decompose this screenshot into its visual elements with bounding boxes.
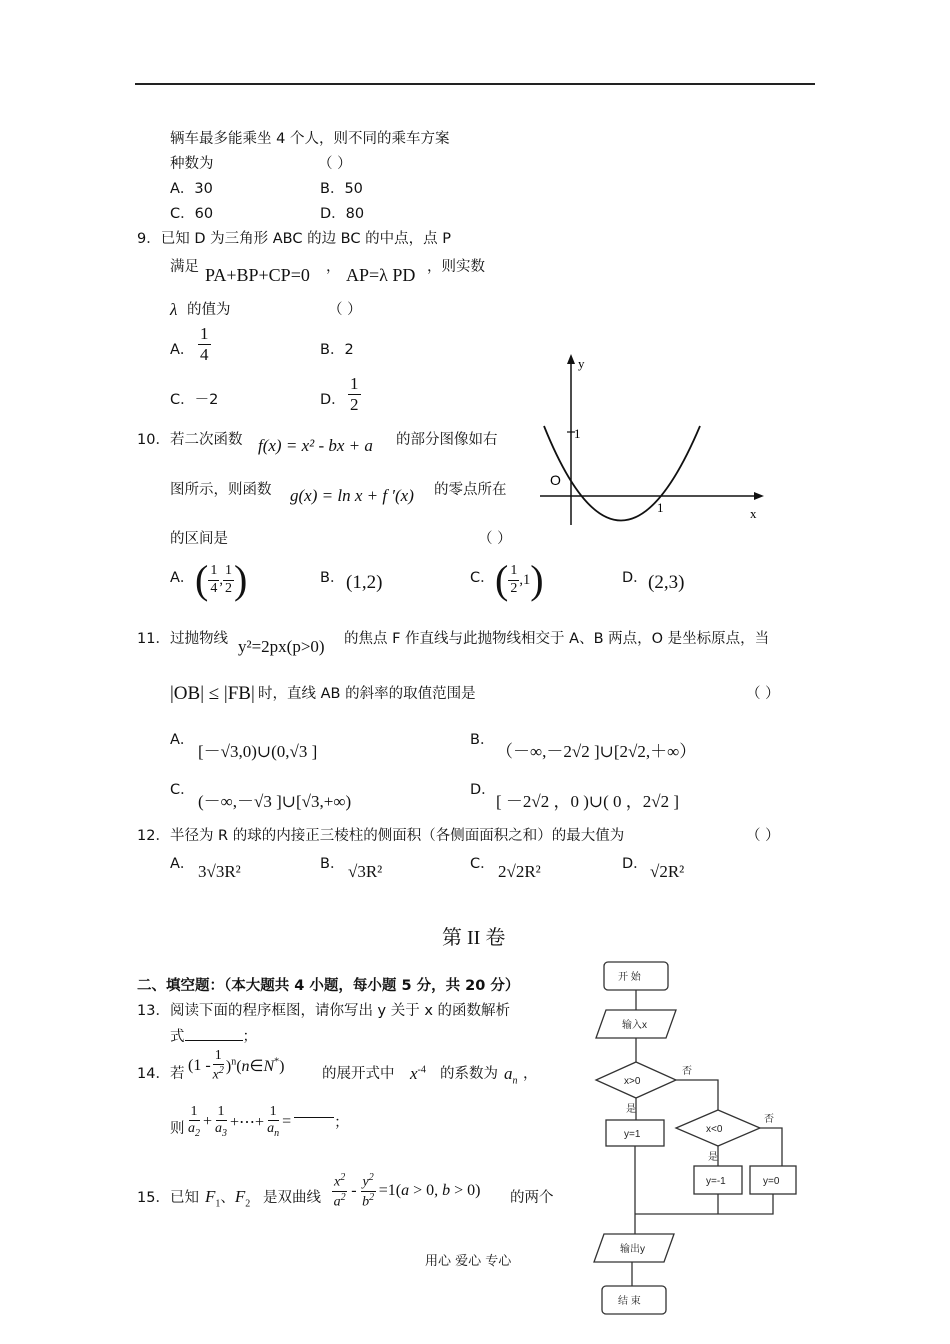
q10-lead2: 图所示，则函数: [170, 482, 272, 498]
q10-option-b-value: (1,2): [346, 572, 383, 593]
q14-an: $a_n$: [504, 1064, 518, 1087]
comma: ,: [219, 571, 223, 588]
q11-expression: y²=2px(p>0): [238, 637, 325, 656]
frac-a2: [188, 1104, 200, 1139]
frac-num: 1: [213, 1048, 224, 1065]
q14-end: ，: [523, 1066, 538, 1082]
q10-option-d-label: D．: [622, 570, 648, 586]
q12-option-d-label: D．: [622, 856, 648, 872]
equals: =: [282, 1112, 292, 1130]
frac-den: 2: [224, 580, 232, 596]
frac-den: $a_n$: [267, 1121, 280, 1139]
q13-answer-blank: [185, 1040, 243, 1041]
frac-an: [267, 1104, 279, 1139]
output-label: 输出y: [620, 1244, 645, 1255]
origin-label: O: [550, 472, 561, 488]
q11-option-c-label: C．: [170, 782, 195, 798]
q10-option-b-label: B．: [320, 570, 345, 586]
q13-line2: [170, 1025, 257, 1046]
frac-den: $x^2$: [212, 1065, 224, 1083]
section-heading: 二、填空题：（本大题共 4 小题，每小题 5 分，共 20 分）: [137, 978, 520, 994]
frac-a2: [223, 563, 234, 596]
q10-number: 10．若二次函数: [137, 432, 243, 448]
q9-line1: 9．已知 D 为三角形 ABC 的边 BC 的中点，点 P: [137, 231, 451, 247]
yes2-label: 是: [708, 1152, 718, 1163]
q10-option-d-value: (2,3): [648, 572, 685, 593]
q9-d-denominator: 2: [350, 394, 359, 414]
q10-tail1: 的部分图像如右: [396, 432, 498, 448]
frac-x: [332, 1172, 347, 1211]
no2-line: [760, 1128, 782, 1166]
q11-number: 11．过抛物线: [137, 631, 228, 647]
q10-f-expression: f(x) = x² - bx + a: [258, 436, 373, 455]
cond1-label: x>0: [624, 1076, 641, 1087]
frac-num: 1: [189, 1104, 200, 1121]
q12-option-c-value: 2√2R²: [498, 862, 541, 881]
q14-fraction: [213, 1048, 224, 1084]
program-flowchart: [578, 952, 808, 1322]
q9-line3: 的值为: [187, 302, 231, 318]
start-label: 开 始: [618, 972, 641, 983]
q11-option-b-label: B．: [470, 732, 495, 748]
merge-line2: [635, 1194, 773, 1214]
frac-den: 4: [210, 580, 218, 596]
frac-c1: [508, 563, 519, 596]
c2-tail: ,1: [519, 571, 531, 588]
q8-option-a: A．30: [170, 181, 213, 197]
q9-comma: ，: [326, 259, 341, 275]
end-label: 结 束: [618, 1296, 641, 1307]
q9-option-d-label: D．: [320, 392, 346, 408]
cond2-label: x<0: [706, 1124, 723, 1135]
y-label: y: [578, 356, 585, 371]
q9-expr1: PA+BP+CP=0: [205, 265, 310, 285]
q11-option-c-value: (－∞,－√3 ]∪[√3,+∞): [198, 792, 352, 811]
q14-expression: [188, 1048, 284, 1084]
frac-num: 1: [208, 563, 219, 580]
section-title: 第 II 卷: [442, 927, 506, 949]
q14-mid: 的展开式中: [322, 1066, 395, 1082]
q15-foci: $F_1$、$F_2$: [205, 1187, 251, 1210]
q9-paren: （ ）: [328, 302, 362, 318]
q10-option-a-label: A．: [170, 570, 195, 586]
q12-option-a-value: 3√3R²: [198, 862, 241, 881]
q12-option-b-value: √3R²: [348, 862, 383, 881]
q11-option-a-value: [－√3,0)∪(0,√3 ]: [198, 742, 318, 761]
q9-lead: 满足: [170, 259, 199, 275]
frac-y: [361, 1172, 376, 1211]
frac-den: $a^2$: [333, 1191, 346, 1210]
q11-paren: （ ）: [746, 686, 780, 702]
input-label: 输入x: [622, 1020, 647, 1031]
plus-dots: +⋯+: [230, 1113, 265, 1131]
q11-option-d-value: [ －2√2 ，0 )∪( 0 ，2√2 ]: [496, 792, 680, 811]
frac-num: 1: [508, 563, 519, 580]
q13-semicolon: ；: [242, 1029, 257, 1045]
paren-close: )$^n$(n∈N*): [225, 1056, 285, 1075]
plus: +: [203, 1112, 213, 1130]
frac-num: 1: [216, 1104, 227, 1121]
q15-equation: [332, 1172, 481, 1211]
paren-right: ): [530, 557, 544, 602]
q12-option-a-label: A．: [170, 856, 195, 872]
frac-num: 1: [268, 1104, 279, 1121]
q10-g-expression: g(x) = ln x + f ′(x): [290, 486, 414, 505]
y-axis-arrow: [567, 354, 575, 364]
x-tick-label: 1: [657, 500, 664, 515]
q9-d-numerator: 1: [350, 374, 359, 393]
frac-num: $y^2$: [361, 1172, 376, 1192]
y1-label: y=1: [624, 1129, 641, 1140]
q12-option-b-label: B．: [320, 856, 345, 872]
q9-option-a-fraction: [198, 324, 211, 364]
q9-option-a-label: A．: [170, 342, 195, 358]
frac-a3: [215, 1104, 227, 1139]
q9-a-denominator: 4: [200, 344, 209, 364]
q15-tail: 的两个: [510, 1190, 554, 1206]
header-rule: [135, 83, 815, 85]
parabola-curve: [544, 426, 700, 521]
frac-num: $x^2$: [332, 1172, 347, 1192]
minus: -: [351, 1182, 357, 1200]
q8-line2: 种数为: [170, 156, 214, 172]
page-footer: 用心 爱心 专心: [425, 1254, 512, 1269]
q9-option-b: B．2: [320, 342, 354, 358]
no1-line: [676, 1080, 718, 1110]
no2-label: 否: [764, 1114, 774, 1125]
q9-tail: ，则实数: [427, 259, 485, 275]
q15-number: 15．已知: [137, 1190, 199, 1206]
no1-label: 否: [682, 1066, 692, 1077]
yes1-label: 是: [626, 1104, 636, 1115]
q12-text: 12．半径为 R 的球的内接正三棱柱的侧面积（各侧面面积之和）的最大值为: [137, 828, 625, 844]
x-label: x: [750, 506, 757, 521]
q9-a-numerator: 1: [200, 324, 209, 343]
frac-den: $a_2$: [188, 1121, 200, 1139]
frac-a1: [208, 563, 219, 596]
q11-tail: 的焦点 F 作直线与此抛物线相交于 A、B 两点，O 是坐标原点，当: [344, 631, 770, 647]
parabola-graph: [530, 350, 780, 530]
q10-option-c-value: [495, 557, 544, 602]
q15-mid: 是双曲线: [263, 1190, 321, 1206]
y2-label: y=-1: [706, 1176, 726, 1187]
y3-label: y=0: [763, 1176, 780, 1187]
q14-lead2: 则: [170, 1121, 185, 1137]
q10-tail2: 的零点所在: [434, 482, 507, 498]
frac-num: 1: [223, 563, 234, 580]
q8-option-b: B．50: [320, 181, 363, 197]
q14-sum: [188, 1104, 349, 1139]
q10-paren: （ ）: [478, 531, 512, 547]
q13-line1: 13．阅读下面的程序框图，请你写出 y 关于 x 的函数解析: [137, 1003, 511, 1019]
q12-paren: （ ）: [746, 828, 780, 844]
q13-lead: 式: [170, 1029, 185, 1045]
q8-option-c: C．60: [170, 206, 214, 222]
q14-answer-blank: [294, 1117, 334, 1118]
x-axis-arrow: [754, 492, 764, 500]
q14-number: 14．若: [137, 1066, 185, 1082]
q14-semicolon: ；: [334, 1115, 349, 1132]
eq-rest: =1(a > 0, b > 0): [378, 1182, 481, 1200]
q11-option-d-label: D．: [470, 782, 496, 798]
paren-left: (: [495, 557, 509, 602]
paren-open: (1 -: [188, 1056, 211, 1074]
q11-option-b-value: （－∞,－2√2 ]∪[2√2,＋∞）: [496, 742, 697, 761]
q14-x-power: $x^{-4}$: [410, 1064, 426, 1083]
frac-den: $b^2$: [362, 1191, 375, 1210]
q9-expr2: AP=λ PD: [346, 265, 416, 285]
q9-option-c: C．－2: [170, 392, 219, 408]
q8-line1: 辆车最多能乘坐 4 个人，则不同的乘车方案: [170, 131, 450, 147]
q9-lambda: λ: [170, 300, 178, 319]
y-tick-label: 1: [574, 426, 581, 441]
q10-option-c-label: C．: [470, 570, 495, 586]
paren-right: ): [233, 557, 248, 602]
q12-option-c-label: C．: [470, 856, 495, 872]
q12-option-d-value: √2R²: [650, 862, 685, 881]
q8-paren: （ ）: [318, 156, 352, 172]
q11-option-a-label: A．: [170, 732, 195, 748]
q8-option-d: D．80: [320, 206, 365, 222]
q11-line2: 时，直线 AB 的斜率的取值范围是: [258, 686, 476, 702]
q9-option-d-fraction: [348, 374, 361, 414]
q14-tail: 的系数为: [440, 1066, 498, 1082]
q10-option-a-value: [195, 557, 248, 602]
frac-den: $a_3$: [215, 1121, 228, 1139]
frac-den: 2: [510, 580, 518, 596]
q11-condition: |OB| ≤ |FB|: [170, 683, 255, 704]
q10-line3: 的区间是: [170, 531, 228, 547]
paren-left: (: [195, 557, 209, 602]
